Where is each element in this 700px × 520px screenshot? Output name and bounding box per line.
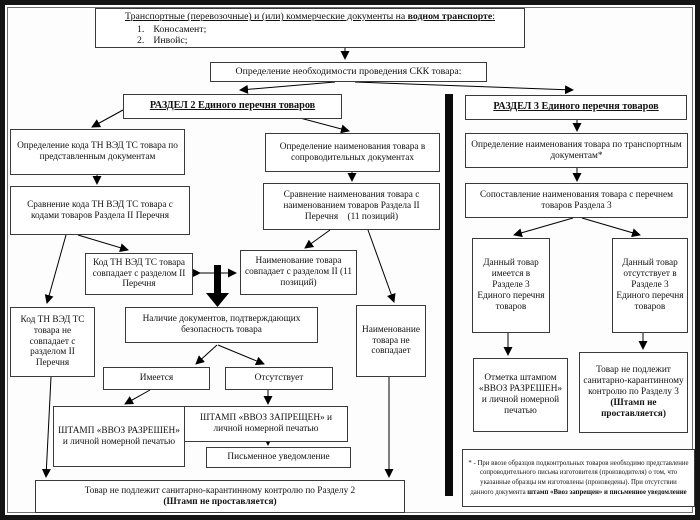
section2-final-box [35,480,405,513]
docs-present-box: Имеется [103,367,210,390]
code-no-match-box: Код ТН ВЭД ТС товара не совпадает с разделом II Перечня [10,307,95,377]
docs-absent-box: Отсутствует [225,367,333,390]
stamp-denied-box: ШТАМП «ВВОЗ ЗАПРЕЩЕН» и личной номерной печатью [184,406,348,442]
define-name-box: Определение наименования товара в сопроводительных документах [265,133,440,172]
name-match-box: Наименование товара совпадает с разделом II (11 позиций) [240,250,357,295]
define-name-transport-box: Определение наименования товара по транспортным документам* [465,133,688,168]
final-line-bold: (Штамп не проставляется) [163,496,277,507]
skk-decision-box: Определение необходимости проведения СКК товара: [210,62,487,82]
final-line-normal: Товар не подлежит санитарно-карантинному контролю по Разделу 2 [84,485,356,496]
stamp-allowed-box: ШТАМП «ВВОЗ РАЗРЕШЕН» и личной номерной печатью [53,406,185,467]
compare-list3-box: Сопоставление наименования товара с перечнем товаров Раздела 3 [465,183,688,218]
list-item: 1. Коносамент; [137,23,207,35]
transport-documents-list [137,24,521,47]
in-list3-box: Данный товар имеется в Разделе 3 Единого перечня товаров [472,238,550,333]
compare-name-box: Сравнение наименования товара с наименованием товаров Раздела II Перечня (11 позиций) [263,183,440,230]
section3-no-control-box [579,352,688,433]
footnote-box [462,449,695,507]
transport-documents-box [95,8,525,48]
define-code-box: Определение кода ТН ВЭД ТС товара по представленным документам [10,129,185,175]
no-control-text: Товар не подлежит санитарно-карантинному контролю по Разделу 3 (Штамп не проставляется) [583,365,684,419]
footnote-text: * - При ввозе образцов подконтрольных товаров необходимо представление сопроводительного письма изготовителя (производителя) о том, что указанные образцы им изготовлены (произведены). При отсутствии данного документа штамп «Ввоз запрещен» и письменное уведомление [468,459,689,496]
section3-header: РАЗДЕЛ 3 Единого перечня товаров [465,95,687,120]
mark-stamp-allowed-box: Отметка штампом «ВВОЗ РАЗРЕШЕН» и личной номерной печатью [473,358,568,432]
list-item: 2. Инвойс; [137,35,188,47]
not-in-list3-box: Данный товар отсутствует в Разделе 3 Единого перечня товаров [612,238,688,333]
name-no-match-box: Наименование товара не совпадает [356,305,426,377]
code-match-box: Код ТН ВЭД ТС товара совпадает с разделом II Перечня [85,253,193,295]
section2-header: РАЗДЕЛ 2 Единого перечня товаров [123,94,342,119]
thick-down-arrow [206,265,229,307]
section-divider [445,94,453,496]
written-notice-box: Письменное уведомление [206,447,351,468]
transport-documents-title: Транспортные (перевозочные) и (или) коммерческие документы на водном транспорте: [125,11,495,22]
compare-code-box: Сравнение кода ТН ВЭД ТС товара с кодами товаров Раздела II Перечня [10,186,190,235]
safety-docs-box: Наличие документов, подтверждающих безопасность товара [125,307,318,343]
